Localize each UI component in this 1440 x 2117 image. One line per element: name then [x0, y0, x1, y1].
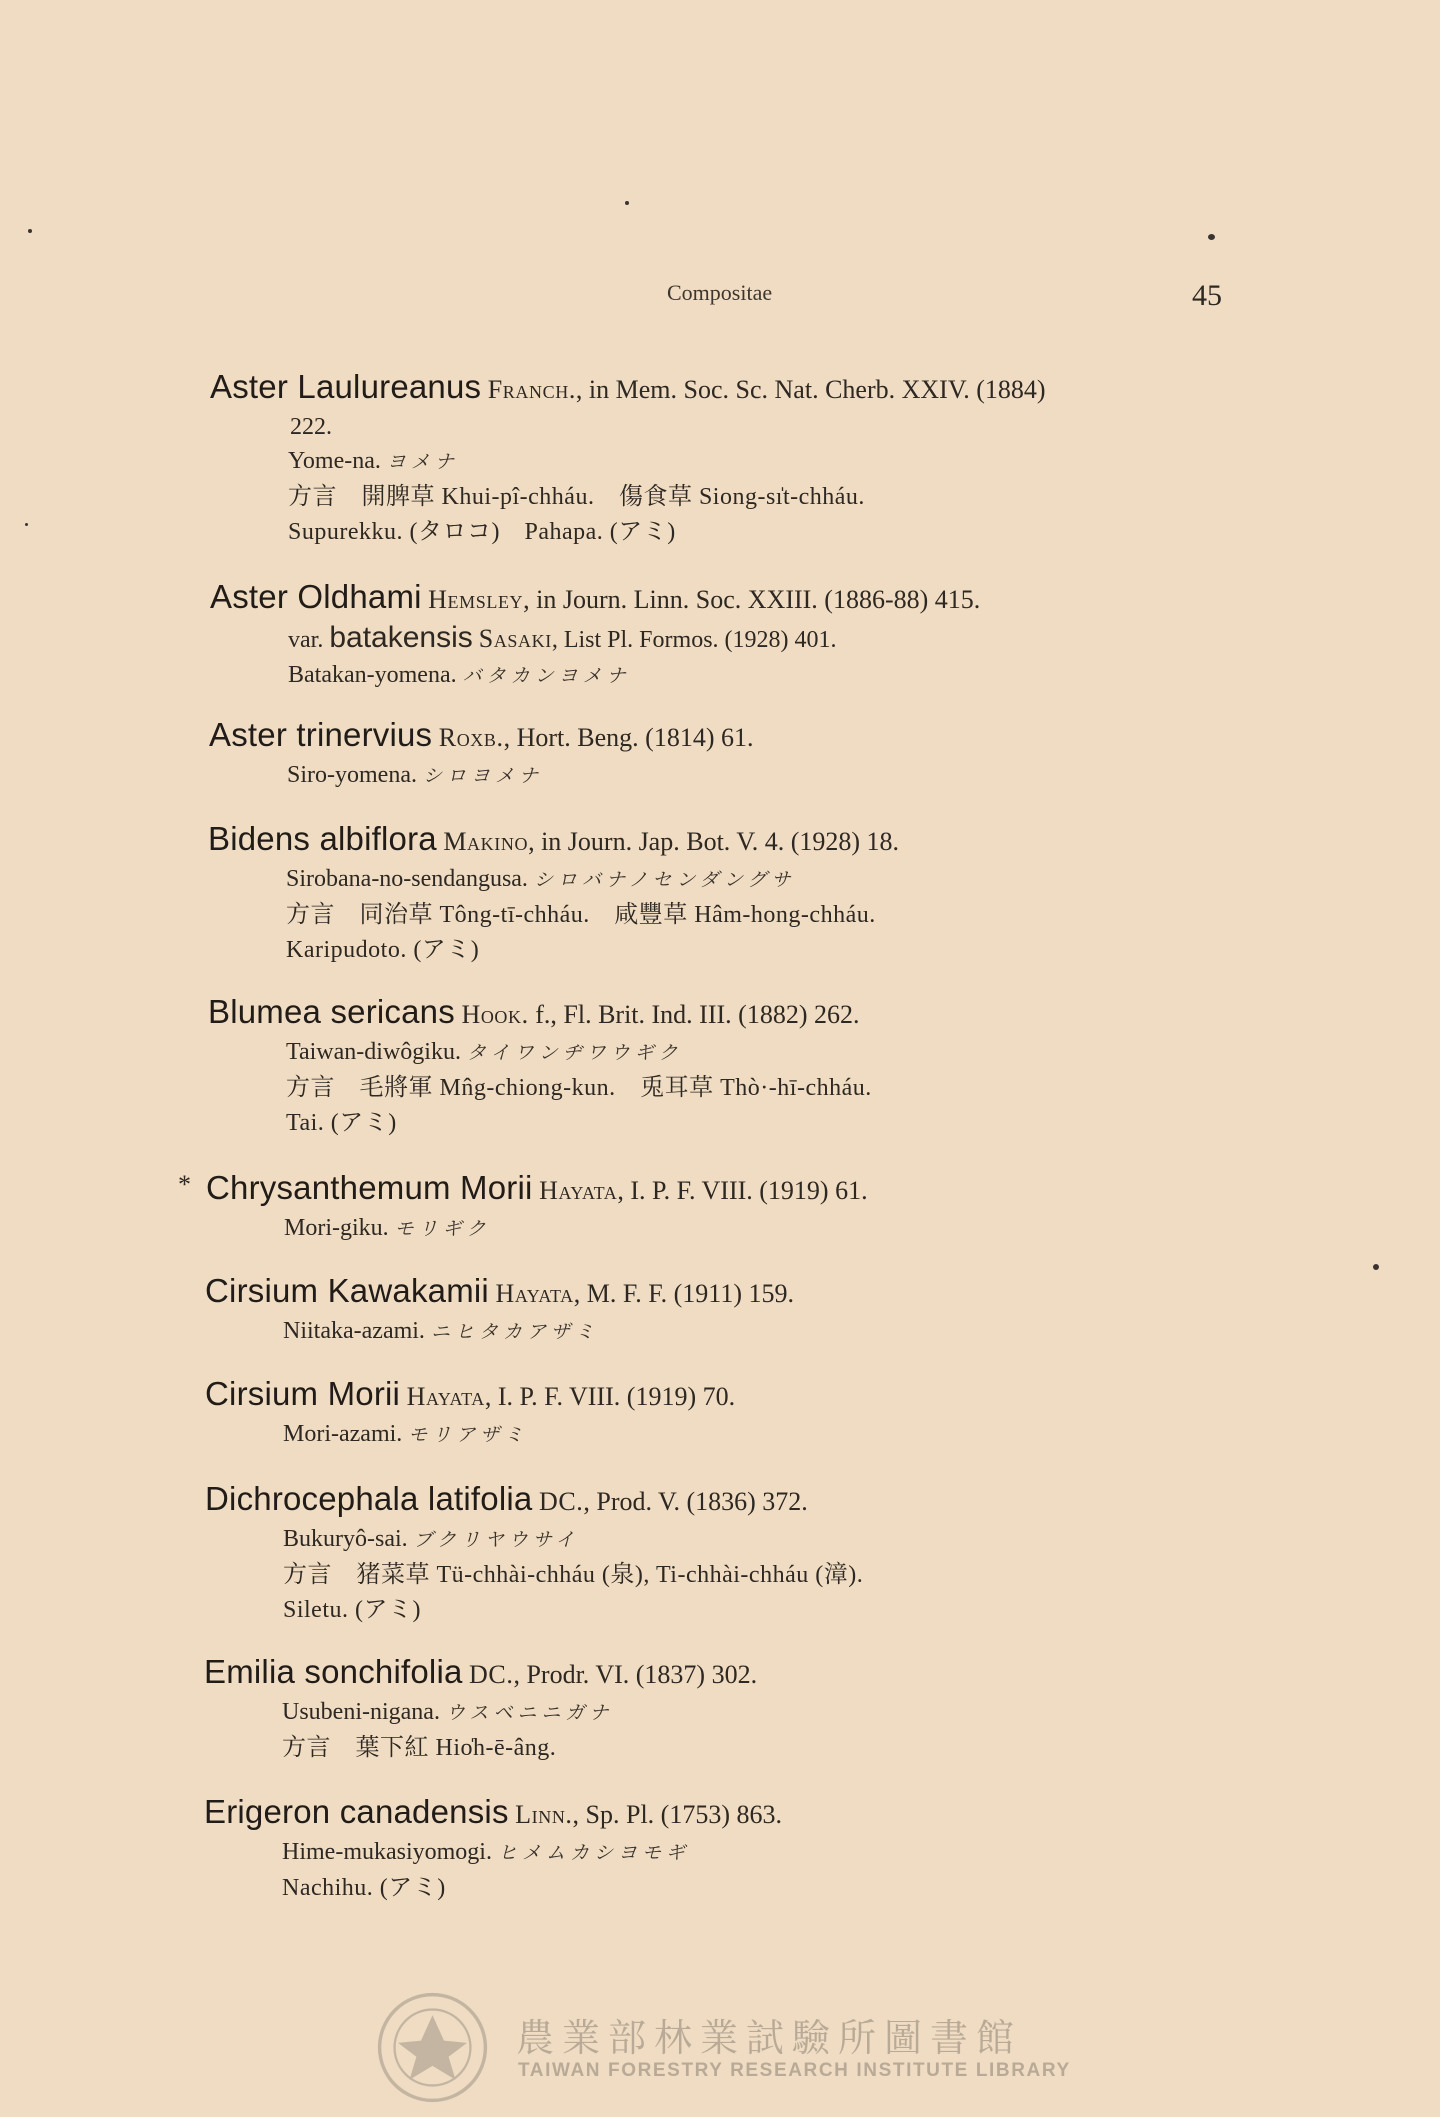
citation: f., Fl. Brit. Ind. III. (1882) 262. — [528, 1000, 860, 1029]
kana-name: ヒメムカシヨモギ — [497, 1843, 690, 1864]
kana-name: タイワンヂワウギク — [466, 1043, 683, 1064]
japanese-name-line — [283, 1417, 735, 1453]
species-entry-aster-laulureanus — [210, 367, 1046, 550]
native-names: Tai. (アミ) — [286, 1110, 397, 1136]
variety-citation: , List Pl. Formos. (1928) 401. — [551, 627, 837, 653]
japanese-name-line — [284, 1211, 868, 1247]
species-entry-aster-oldhami — [210, 577, 980, 694]
japanese-name-line — [287, 758, 753, 794]
kana-name: バタカンヨメナ — [462, 666, 631, 687]
japanese-name: Hime-mukasiyomogi. — [282, 1839, 492, 1865]
kana-name: モリアザミ — [408, 1425, 529, 1446]
citation-continuation: 222. — [290, 414, 332, 440]
author-name: Hemsley — [428, 585, 524, 614]
species-name: Dichrocephala latifolia — [205, 1480, 533, 1517]
dialect-names: 方言 開脾草 Khui-pî-chháu. 傷食草 Siong-sı̍t-chháu. — [288, 484, 865, 510]
species-entry-emilia-sonchifolia — [204, 1652, 757, 1766]
citation: , in Mem. Soc. Sc. Nat. Cherb. XXIV. (1884) — [575, 375, 1046, 404]
running-head: Compositae — [667, 280, 773, 305]
variety-line — [288, 620, 980, 658]
new-record-marker: * — [178, 1170, 191, 1199]
author-name: Roxb. — [438, 723, 504, 752]
species-entry-erigeron-canadensis — [204, 1792, 782, 1906]
species-entry-aster-trinervius — [209, 715, 753, 794]
author-name: Linn. — [515, 1800, 573, 1829]
japanese-name: Batakan-yomena. — [288, 662, 457, 688]
japanese-name: Usubeni-nigana. — [282, 1699, 440, 1725]
citation: , in Journ. Jap. Bot. V. 4. (1928) 18. — [528, 827, 900, 856]
japanese-name: Mori-azami. — [283, 1421, 403, 1447]
forestry-institute-seal-icon — [375, 1990, 490, 2105]
citation: , Sp. Pl. (1753) 863. — [572, 1800, 782, 1829]
japanese-name-line — [283, 1314, 794, 1350]
library-name-english: TAIWAN FORESTRY RESEARCH INSTITUTE LIBRARY — [518, 2060, 1071, 2081]
author-name: DC. — [469, 1660, 514, 1689]
citation: , I. P. F. VIII. (1919) 61. — [617, 1176, 868, 1205]
variety-name: batakensis — [329, 621, 473, 654]
species-name: Aster trinervius — [209, 716, 433, 753]
species-name: Erigeron canadensis — [204, 1793, 509, 1830]
species-name: Aster Laulureanus — [210, 368, 482, 405]
species-name: Bidens albiflora — [208, 820, 437, 857]
dialect-names: 方言 猪菜草 Tü-chhài-chháu (泉), Ti-chhài-chháu (漳). — [283, 1562, 864, 1588]
author-name: Hayata — [495, 1279, 574, 1308]
species-name: Cirsium Kawakamii — [205, 1272, 489, 1309]
japanese-name: Taiwan-diwôgiku. — [286, 1039, 461, 1065]
species-entry-blumea-sericans — [208, 992, 872, 1141]
dialect-names: 方言 毛將軍 Mn̂g-chiong-kun. 兎耳草 Thò·-hī-chháu. — [286, 1075, 872, 1101]
page-number: 45 — [1192, 279, 1222, 312]
japanese-name: Mori-giku. — [284, 1215, 389, 1241]
variety-prefix: var. — [288, 627, 324, 653]
author-name: DC. — [538, 1487, 584, 1516]
kana-name: ブクリヤウサイ — [413, 1530, 580, 1551]
native-names: Nachihu. (アミ) — [282, 1875, 446, 1901]
species-name: Emilia sonchifolia — [204, 1653, 463, 1690]
kana-name: シロヨメナ — [422, 766, 543, 787]
citation: , Prod. V. (1836) 372. — [583, 1487, 808, 1516]
native-names: Karipudoto. (アミ) — [286, 937, 480, 963]
scan-speck — [1208, 234, 1215, 240]
native-names: Siletu. (アミ) — [283, 1597, 421, 1623]
author-name: Hook. — [461, 1000, 529, 1029]
dialect-names: 方言 葉下紅 Hio̍h-ē-âng. — [282, 1735, 557, 1761]
author-name: Hayata — [539, 1176, 618, 1205]
library-name-chinese: 農業部林業試驗所圖書館 — [516, 2016, 1023, 2060]
kana-name: モリギク — [394, 1219, 491, 1240]
kana-name: ウスベニニガナ — [445, 1703, 614, 1724]
dialect-names: 方言 同治草 Tông-tī-chháu. 咸豐草 Hâm-hong-chháu. — [286, 902, 876, 928]
japanese-name-line — [288, 444, 1046, 480]
species-entry-cirsium-kawakamii — [205, 1271, 794, 1350]
species-name: Chrysanthemum Morii — [206, 1169, 533, 1206]
species-name: Blumea sericans — [208, 993, 455, 1030]
japanese-name-line — [283, 1522, 863, 1558]
scan-speck — [28, 229, 32, 233]
japanese-name-line — [288, 658, 980, 694]
kana-name: ヨメナ — [386, 452, 459, 473]
citation: , Hort. Beng. (1814) 61. — [503, 723, 754, 752]
japanese-name-line — [286, 862, 899, 898]
author-name: Makino — [443, 827, 529, 856]
author-name: Franch. — [487, 375, 576, 404]
kana-name: シロバナノセンダングサ — [533, 870, 796, 891]
japanese-name: Bukuryô-sai. — [283, 1526, 408, 1552]
japanese-name: Niitaka-azami. — [283, 1318, 425, 1344]
scan-speck — [625, 201, 629, 205]
kana-name: ニヒタカアザミ — [430, 1322, 599, 1343]
author-name: Hayata — [406, 1382, 485, 1411]
japanese-name: Sirobana-no-sendangusa. — [286, 866, 528, 892]
scan-speck — [25, 523, 28, 526]
scan-speck — [1373, 1264, 1379, 1270]
citation: , Prodr. VI. (1837) 302. — [513, 1660, 758, 1689]
japanese-name-line — [282, 1835, 782, 1871]
japanese-name: Siro-yomena. — [287, 762, 417, 788]
species-entry-cirsium-morii — [205, 1374, 735, 1453]
species-entry-chrysanthemum-morii — [178, 1168, 868, 1247]
native-names: Supurekku. (タロコ) Pahapa. (アミ) — [288, 519, 676, 545]
japanese-name-line — [282, 1695, 757, 1731]
japanese-name-line — [286, 1035, 872, 1071]
citation: , in Journ. Linn. Soc. XXIII. (1886-88) 415. — [523, 585, 981, 614]
citation: , M. F. F. (1911) 159. — [573, 1279, 794, 1308]
species-name: Cirsium Morii — [205, 1375, 401, 1412]
variety-author: Sasaki — [478, 624, 552, 653]
japanese-name: Yome-na. — [288, 448, 381, 474]
species-entry-bidens-albiflora — [208, 819, 899, 968]
citation: , I. P. F. VIII. (1919) 70. — [484, 1382, 736, 1411]
species-name: Aster Oldhami — [210, 578, 422, 615]
species-entry-dichrocephala-latifolia — [205, 1479, 863, 1628]
